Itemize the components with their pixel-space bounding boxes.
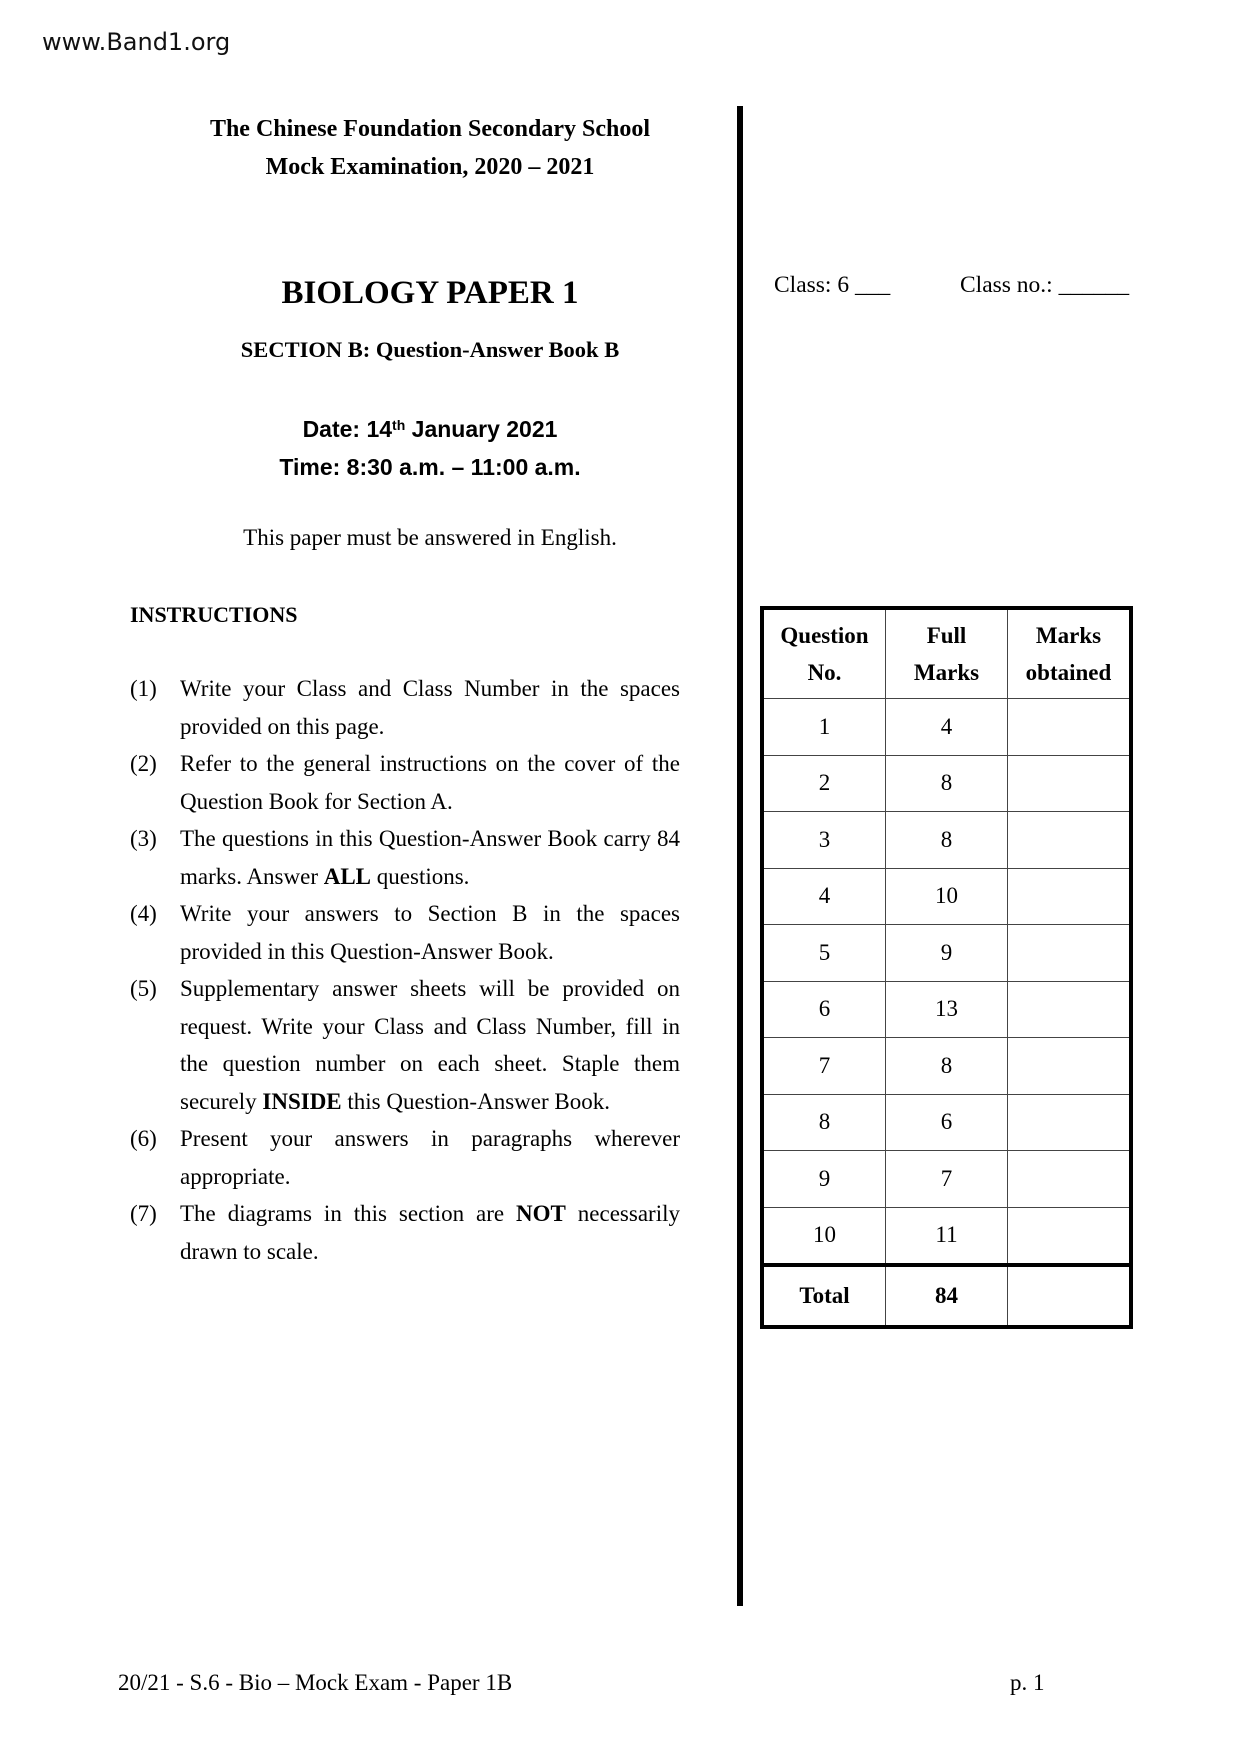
class-field[interactable]: Class: 6 ___ (774, 272, 891, 298)
marks-obtained-cell[interactable] (1008, 755, 1132, 812)
exam-datetime (120, 410, 740, 486)
instruction-item (130, 1120, 680, 1195)
total-marks-obtained[interactable] (1008, 1265, 1132, 1327)
section-title: SECTION B: Question-Answer Book B (240, 337, 620, 362)
full-marks-cell: 4 (886, 699, 1008, 756)
question-no-cell: 4 (762, 868, 886, 925)
full-marks-cell: 9 (886, 925, 1008, 982)
full-marks-cell: 8 (886, 1038, 1008, 1095)
question-no-cell: 8 (762, 1094, 886, 1151)
marks-table (760, 606, 1133, 1329)
instruction-text: Present your answers in paragraphs wherever appropriate. (180, 1126, 680, 1189)
language-note: This paper must be answered in English. (243, 525, 617, 550)
watermark: www.Band1.org (42, 28, 231, 56)
instruction-item (130, 895, 680, 970)
emphasis: NOT (516, 1201, 566, 1226)
full-marks-cell: 8 (886, 812, 1008, 869)
school-header (120, 110, 740, 186)
question-no-cell: 7 (762, 1038, 886, 1095)
marks-obtained-cell[interactable] (1008, 1207, 1132, 1265)
instruction-item (130, 820, 680, 895)
paper-title: BIOLOGY PAPER 1 (281, 275, 579, 311)
full-marks-cell: 6 (886, 1094, 1008, 1151)
marks-obtained-cell[interactable] (1008, 699, 1132, 756)
table-row (762, 1094, 1131, 1151)
instruction-item (130, 1195, 680, 1270)
total-label: Total (762, 1265, 886, 1327)
instructions-heading: INSTRUCTIONS (130, 602, 298, 627)
instructions-list (130, 670, 680, 1270)
school-name: The Chinese Foundation Secondary School (209, 116, 651, 142)
full-marks-cell: 10 (886, 868, 1008, 925)
full-marks-cell: 8 (886, 755, 1008, 812)
footer-title: 20/21 - S.6 - Bio – Mock Exam - Paper 1B (118, 1670, 513, 1695)
page-divider (737, 106, 743, 1606)
question-no-cell: 2 (762, 755, 886, 812)
class-number-field[interactable]: Class no.: ______ (960, 272, 1130, 298)
header-marks-obtained: Marks obtained (1008, 608, 1132, 699)
marks-obtained-cell[interactable] (1008, 925, 1132, 982)
marks-obtained-cell[interactable] (1008, 1094, 1132, 1151)
total-full-marks: 84 (886, 1265, 1008, 1327)
full-marks-cell: 13 (886, 981, 1008, 1038)
full-marks-cell: 7 (886, 1151, 1008, 1208)
instruction-number: (2) (130, 751, 157, 776)
instruction-text: Write your Class and Class Number in the spaces provided on this page. (180, 676, 680, 739)
emphasis: ALL (323, 863, 372, 889)
question-no-cell: 6 (762, 981, 886, 1038)
marks-table-header (762, 608, 1131, 699)
instruction-text: The questions in this Question-Answer Book carry 84 marks. Answer ALL questions. (180, 826, 680, 889)
marks-obtained-cell[interactable] (1008, 1038, 1132, 1095)
table-row (762, 1207, 1131, 1265)
marks-obtained-cell[interactable] (1008, 868, 1132, 925)
question-no-cell: 9 (762, 1151, 886, 1208)
exam-name: Mock Examination, 2020 – 2021 (265, 154, 595, 180)
table-row (762, 981, 1131, 1038)
question-no-cell: 10 (762, 1207, 886, 1265)
header-full-marks: Full Marks (886, 608, 1008, 699)
exam-date: Date: 14th January 2021 (302, 416, 558, 442)
table-row (762, 699, 1131, 756)
marks-obtained-cell[interactable] (1008, 812, 1132, 869)
instruction-number: (6) (130, 1126, 157, 1151)
header-question-no: Question No. (762, 608, 886, 699)
table-row (762, 1038, 1131, 1095)
table-row (762, 812, 1131, 869)
instruction-item (130, 745, 680, 820)
question-no-cell: 5 (762, 925, 886, 982)
instruction-number: (7) (130, 1201, 157, 1226)
instruction-text: Refer to the general instructions on the cover of the Question Book for Section A. (180, 751, 680, 814)
exam-time: Time: 8:30 a.m. – 11:00 a.m. (279, 454, 581, 480)
table-row (762, 1151, 1131, 1208)
instruction-item (130, 670, 680, 745)
table-row (762, 925, 1131, 982)
question-no-cell: 1 (762, 699, 886, 756)
instruction-item (130, 970, 680, 1120)
table-row (762, 755, 1131, 812)
question-no-cell: 3 (762, 812, 886, 869)
instruction-number: (5) (130, 976, 157, 1001)
instruction-number: (1) (130, 676, 157, 701)
instruction-text: Supplementary answer sheets will be provided on request. Write your Class and Class Number, fill in the question number on each sheet. Staple them securely INSIDE this Question-Answer Book. (180, 976, 680, 1114)
instruction-text: Write your answers to Section B in the spaces provided in this Question-Answer Book. (180, 901, 680, 964)
instruction-text: The diagrams in this section are NOT necessarily drawn to scale. (180, 1201, 680, 1264)
emphasis: INSIDE (262, 1088, 342, 1114)
page-number: p. 1 (1010, 1670, 1045, 1695)
instruction-number: (4) (130, 901, 157, 926)
full-marks-cell: 11 (886, 1207, 1008, 1265)
table-row (762, 868, 1131, 925)
marks-obtained-cell[interactable] (1008, 1151, 1132, 1208)
total-row (762, 1265, 1131, 1327)
instruction-number: (3) (130, 826, 157, 851)
marks-obtained-cell[interactable] (1008, 981, 1132, 1038)
